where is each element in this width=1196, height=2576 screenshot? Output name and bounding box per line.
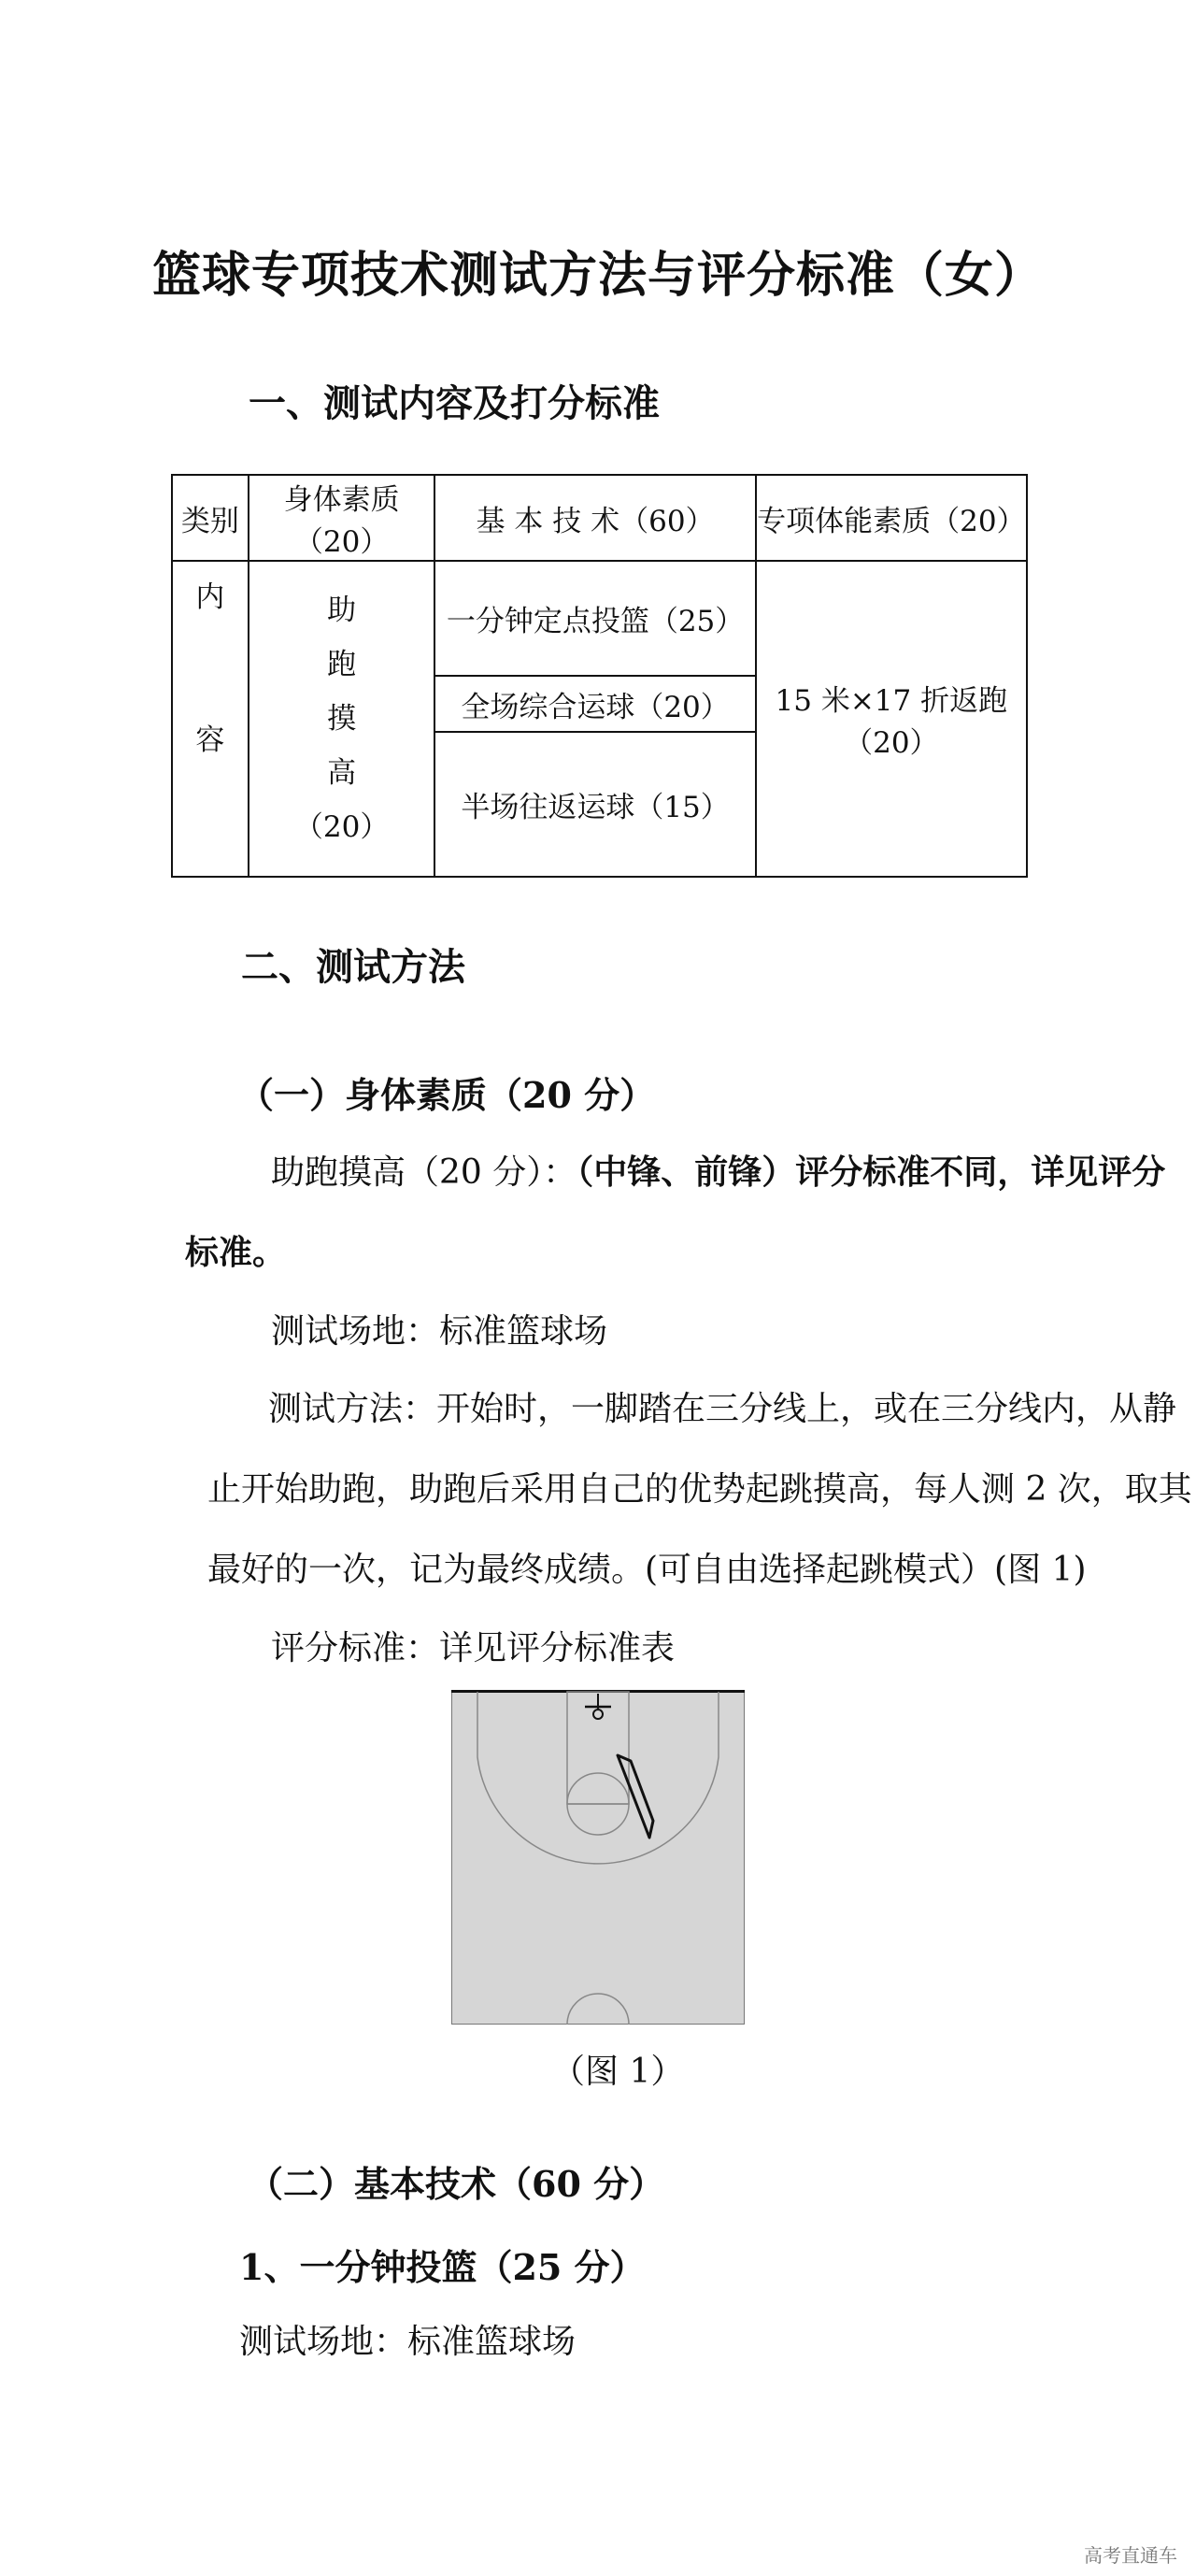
item1-heading: 1、一分钟投篮（25 分） bbox=[239, 2246, 646, 2288]
section1-heading: 一、测试内容及打分标准 bbox=[249, 381, 660, 425]
item1-venue: 测试场地：标准篮球场 bbox=[239, 2323, 577, 2361]
category-char: 内 bbox=[195, 580, 225, 614]
header-technique: 基 本 技 术（60） bbox=[434, 475, 755, 561]
physical-char: 高 bbox=[327, 756, 357, 790]
method-line: 止开始助跑，助跑后采用自己的优势起跳摸高，每人测 2 次，取其 bbox=[207, 1470, 1192, 1509]
method-line: 最好的一次，记为最终成绩。(可自由选择起跳模式）(图 1) bbox=[207, 1551, 1087, 1589]
table-header-row bbox=[172, 475, 1027, 561]
subsection2-heading: （二）基本技术（60 分） bbox=[248, 2163, 665, 2205]
figure-caption: （图 1） bbox=[551, 2053, 685, 2091]
court-diagram bbox=[451, 1690, 745, 2025]
physical-char: 跑 bbox=[327, 648, 357, 681]
category-cell bbox=[172, 561, 249, 877]
subsection1-heading: （一）身体素质（20 分） bbox=[238, 1074, 656, 1116]
physical-char: 摸 bbox=[327, 702, 357, 736]
scoring-standard: 评分标准：详见评分标准表 bbox=[271, 1629, 676, 1667]
technique-item: 半场往返运球（15） bbox=[434, 732, 755, 877]
physical-char: （20） bbox=[293, 810, 390, 844]
physical-cell bbox=[249, 561, 435, 877]
watermark: 高考直通车 bbox=[1084, 2544, 1177, 2567]
document-title: 篮球专项技术测试方法与评分标准（女） bbox=[151, 247, 1044, 304]
header-category: 类别 bbox=[172, 475, 249, 561]
court-floor bbox=[451, 1690, 745, 2025]
fitness-cell: 15 米×17 折返跑（20） bbox=[756, 561, 1027, 877]
technique-item: 一分钟定点投篮（25） bbox=[434, 561, 755, 676]
category-char: 容 bbox=[195, 723, 225, 757]
method-line: 测试方法：开始时，一脚踏在三分线上，或在三分线内，从静 bbox=[268, 1390, 1177, 1428]
physical-item-note-cont: 标准。 bbox=[185, 1233, 287, 1272]
physical-item-note: （中锋、前锋）评分标准不同，详见评分 bbox=[577, 1152, 1166, 1192]
physical-char: 助 bbox=[327, 594, 357, 627]
test-venue: 测试场地：标准篮球场 bbox=[271, 1312, 608, 1351]
section2-heading: 二、测试方法 bbox=[241, 945, 465, 989]
physical-item-label: 助跑摸高（20 分）： bbox=[271, 1153, 577, 1192]
physical-item-line bbox=[271, 1146, 1165, 1194]
header-physical: 身体素质（20） bbox=[249, 475, 435, 561]
header-fitness: 专项体能素质（20） bbox=[756, 475, 1027, 561]
technique-item: 全场综合运球（20） bbox=[434, 676, 755, 732]
scoring-table bbox=[171, 474, 1028, 878]
